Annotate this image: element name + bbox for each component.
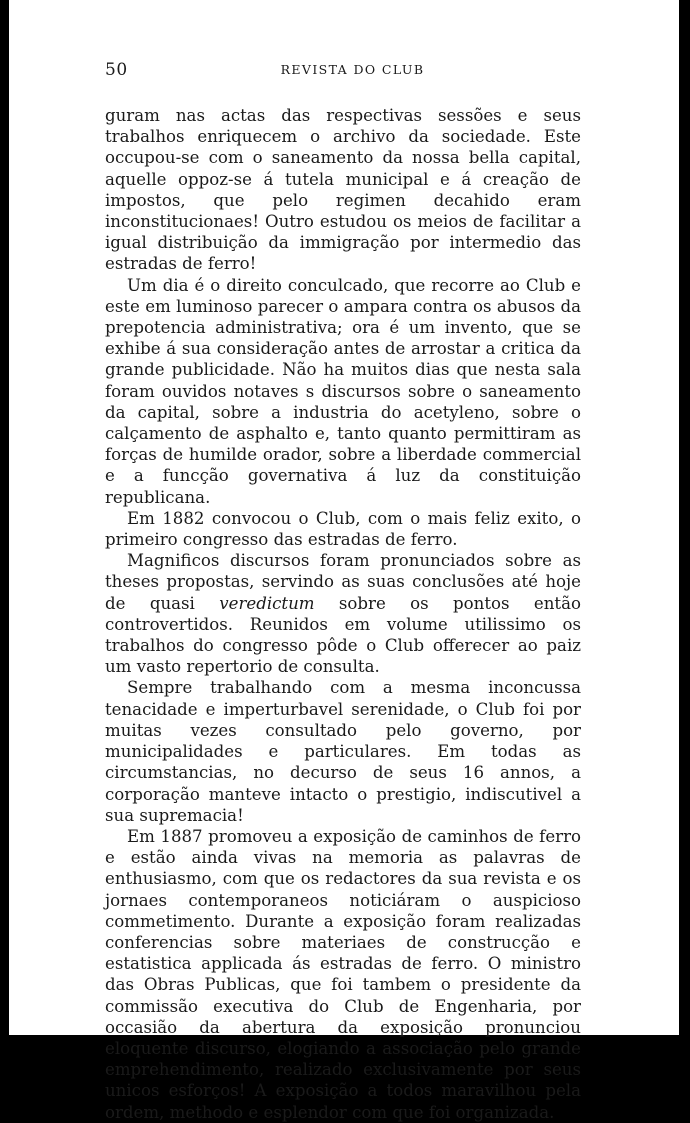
- paragraph-4-text-after: sobre os pontos então controvertidos. Reunidos em volume utilissimo os trabalhos do congresso pôde o Club offerecer ao paiz um vasto repertorio de consulta.: [105, 593, 581, 677]
- paragraph-5: Sempre trabalhando com a mesma inconcussa tenacidade e imperturbavel serenidade, o Club foi por muitas vezes consultado pelo governo, por municipalidades e particulares. Em todas as circumstancias, no decurso de seus 16 annos, a corporação manteve intacto o prestigio, indiscutivel a sua supremacia!: [105, 678, 581, 825]
- book-page: [9, 0, 679, 1122]
- paragraph-6: Em 1887 promoveu a exposição de caminhos de ferro e estão ainda vivas na memoria as palavras de enthusiasmo, com que os redactores da sua revista e os jornaes contemporaneos noticiáram o auspicioso commetimento. Durante a exposição foram realizadas conferencias sobre materiaes de construcção e estatistica applicada ás estradas de ferro. O ministro das Obras Publicas, que foi tambem o presidente da commissão executiva do Club de Engenharia, por occasião da abertura da exposição pronunciou eloquente discurso, elogiando a associação pelo grande emprehendimento, realizado exclusivamente por seus unicos esforços! A exposição a todos maravilhou pela ordem, methodo e esplendor com que foi organizada.: [105, 826, 581, 1122]
- paragraph-1: guram nas actas das respectivas sessões e seus trabalhos enriquecem o archivo da sociedade. Este occupou-se com o saneamento da nossa bella capital, aquelle oppoz-se á tutela municipal e á creação de impostos, que pelo regimen decahido eram inconstitucionaes! Outro estudou os meios de facilitar a igual distribuição da immigração por intermedio das estradas de ferro!: [105, 106, 581, 274]
- running-head: REVISTA DO CLUB: [280, 62, 425, 77]
- paragraph-4: [105, 550, 581, 677]
- page-header: [105, 60, 580, 84]
- paragraph-4-italic-term: veredictum: [219, 593, 315, 613]
- page-number: 50: [105, 60, 128, 80]
- body-text: [105, 105, 581, 1123]
- paragraph-4-text-before: Magnificos discursos foram pronunciados sobre as theses propostas, servindo as suas conclusões até hoje de quasi: [105, 551, 581, 613]
- paragraph-3: Em 1882 convocou o Club, com o mais feliz exito, o primeiro congresso das estradas de ferro.: [105, 508, 581, 550]
- paragraph-2: Um dia é o direito conculcado, que recorre ao Club e este em luminoso parecer o ampara contra os abusos da prepotencia administrativa; ora é um invento, que se exhibe á sua consideração antes de arrostar a critica da grande publicidade. Não ha muitos dias que nesta sala foram ouvidos notaves s discursos sobre o saneamento da capital, sobre a industria do acetyleno, sobre o calçamento de asphalto e, tanto quanto permittiram as forças de humilde orador, sobre a liberdade commercial e a funcção governativa á luz da constituição republicana.: [105, 275, 581, 507]
